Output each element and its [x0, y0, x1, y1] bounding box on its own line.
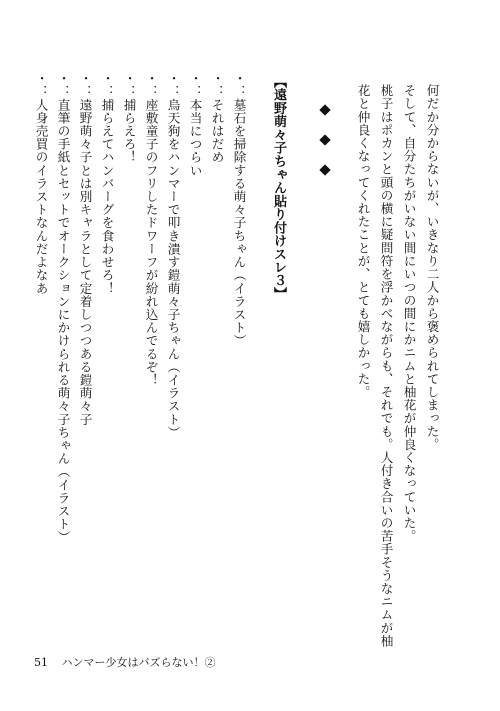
thread-item: ・：墓石を掃除する萌々子ちゃん（イラスト） — [231, 72, 247, 348]
thread-item: ・：人身売買のイラストなんだよなあ — [33, 72, 49, 295]
thread-item: ・：座敷童子のフリしたドワーフが紛れ込んでるぞ！ — [143, 72, 159, 387]
section-break-diamond — [319, 134, 330, 145]
narrative-line-3: 桃子はポカンと頭の横に疑問符を浮かべながらも、それでも。人付き合いの苦手そうなニムが柚 — [378, 84, 394, 648]
thread-item: ・：本当につらい — [187, 72, 203, 177]
section-break-diamond — [319, 104, 330, 115]
thread-item: ・：捕らえてハンバーグを食わせろ！ — [99, 72, 115, 295]
thread-item: ・：捕らえろ！ — [121, 72, 137, 164]
page-footer — [34, 654, 216, 670]
section-break-diamond — [319, 164, 330, 175]
narrative-line-1: 何だか分からないが、いきなり二人から褒められてしまった。 — [424, 84, 440, 451]
narrative-line-4: 花と仲良くなってくれたことが、とても嬉しかった。 — [355, 84, 371, 399]
thread-title: 【遠野萌々子ちゃん貼り付けスレ３】 — [271, 75, 286, 301]
book-title: ハンマー少女はバズらない！② — [61, 656, 216, 669]
thread-item: ・：烏天狗をハンマーで叩き潰す鎧萌々子ちゃん（イラスト） — [165, 72, 181, 439]
thread-item: ・：直筆の手紙とセットでオークションにかけられる萌々子ちゃん（イラスト） — [55, 72, 71, 544]
narrative-line-2: そして、自分たちがいない間にいつの間にかニムと柚花が仲良くなっていた。 — [401, 84, 417, 543]
thread-item: ・：遠野萌々子とは別キャラとして定着しつつある鎧萌々子 — [77, 72, 93, 426]
page-number: 51 — [34, 656, 48, 669]
thread-item: ・：それはだめ — [209, 72, 225, 164]
